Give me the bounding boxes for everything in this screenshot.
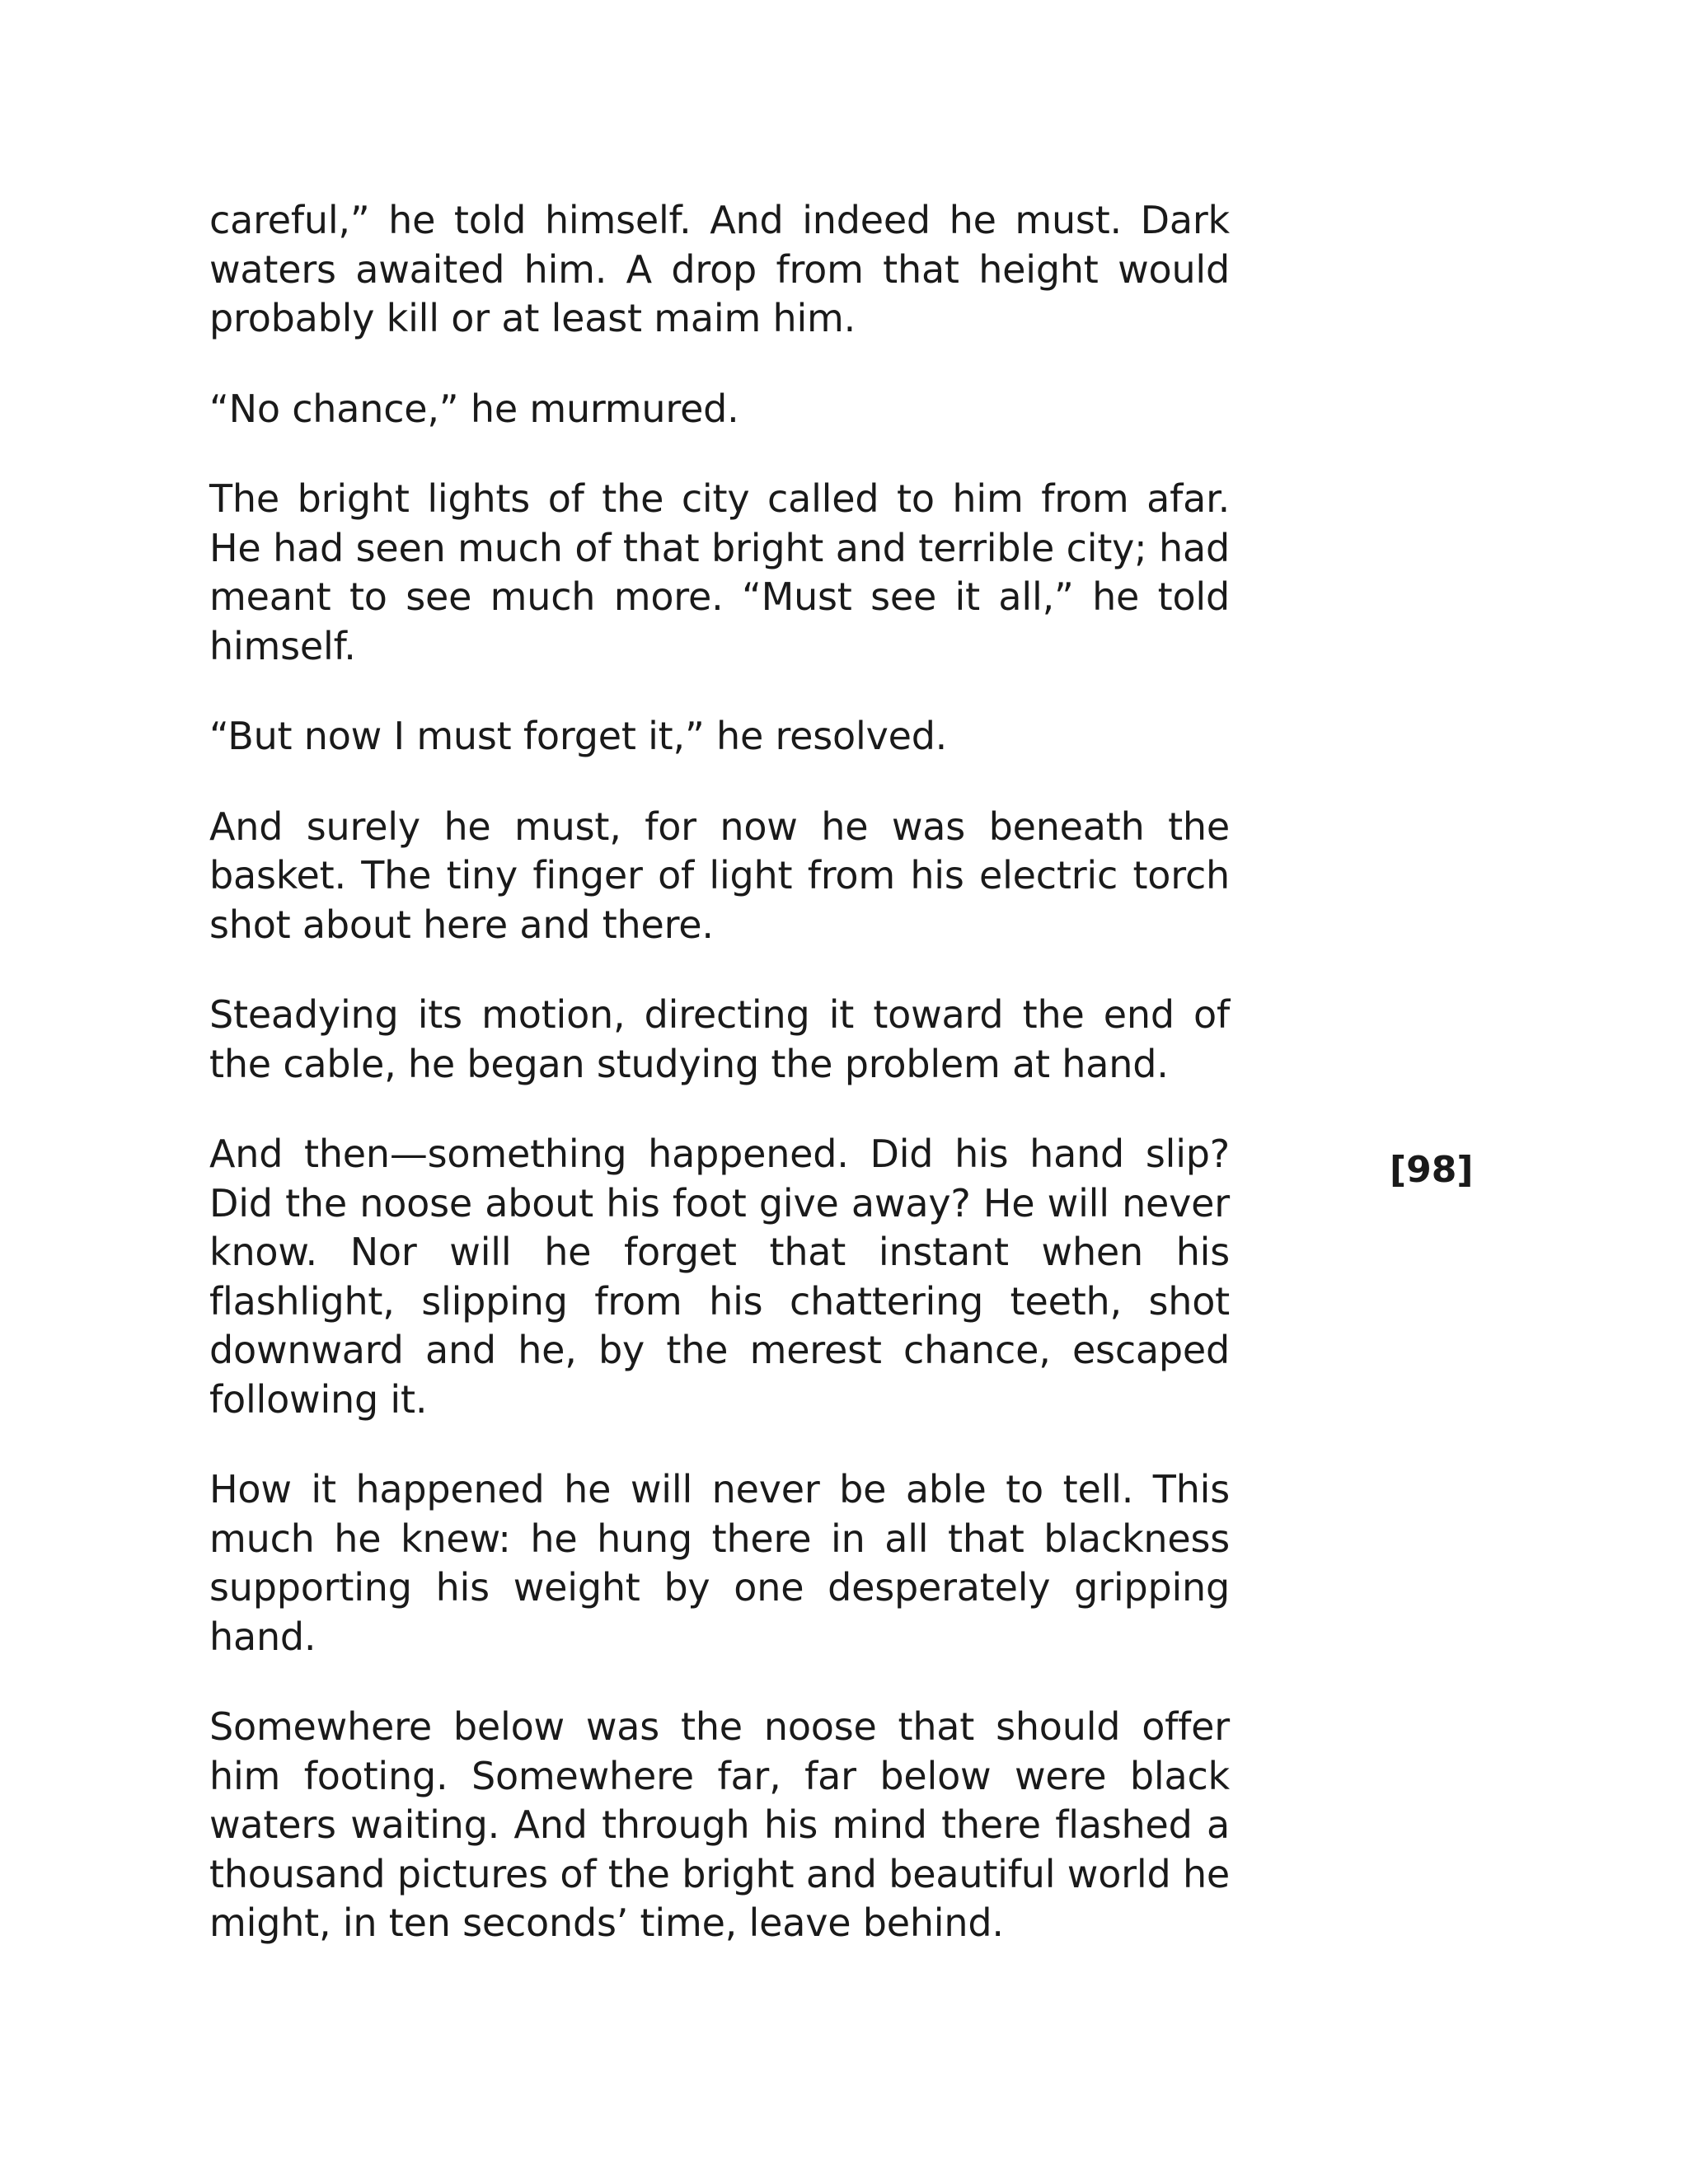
paragraph: The bright lights of the city called to him from afar. He had seen much of that bright and terrible city; had meant to see much more. “Must see it all,” he told himself. (209, 476, 1230, 668)
body-text (209, 196, 1230, 1990)
page-number: [98] (1390, 1149, 1474, 1191)
paragraph: “But now I must forget it,” he resolved. (209, 714, 948, 758)
paragraph: “No chance,” he murmured. (209, 386, 739, 431)
paragraph: And surely he must, for now he was beneath the basket. The tiny finger of light from his electric torch shot about here and there. (209, 804, 1230, 947)
paragraph: careful,” he told himself. And indeed he must. Dark waters awaited him. A drop from that height would probably kill or at least maim him. (209, 198, 1230, 340)
paragraph: And then—something happened. Did his hand slip? Did the noose about his foot give away? He will never know. Nor will he forget that instant when his flashlight, slipping from his chattering teeth, shot downward and he, by the merest chance, escaped following it. (209, 1132, 1230, 1422)
paragraph: How it happened he will never be able to tell. This much he knew: he hung there in all that blackness supporting his weight by one desperately gripping hand. (209, 1467, 1230, 1659)
paragraph: Steadying its motion, directing it toward the end of the cable, he began studying the problem at hand. (209, 992, 1230, 1086)
paragraph: Somewhere below was the noose that should offer him footing. Somewhere far, far below were black waters waiting. And through his mind there flashed a thousand pictures of the bright and beautiful world he might, in ten seconds’ time, leave behind. (209, 1704, 1230, 1945)
